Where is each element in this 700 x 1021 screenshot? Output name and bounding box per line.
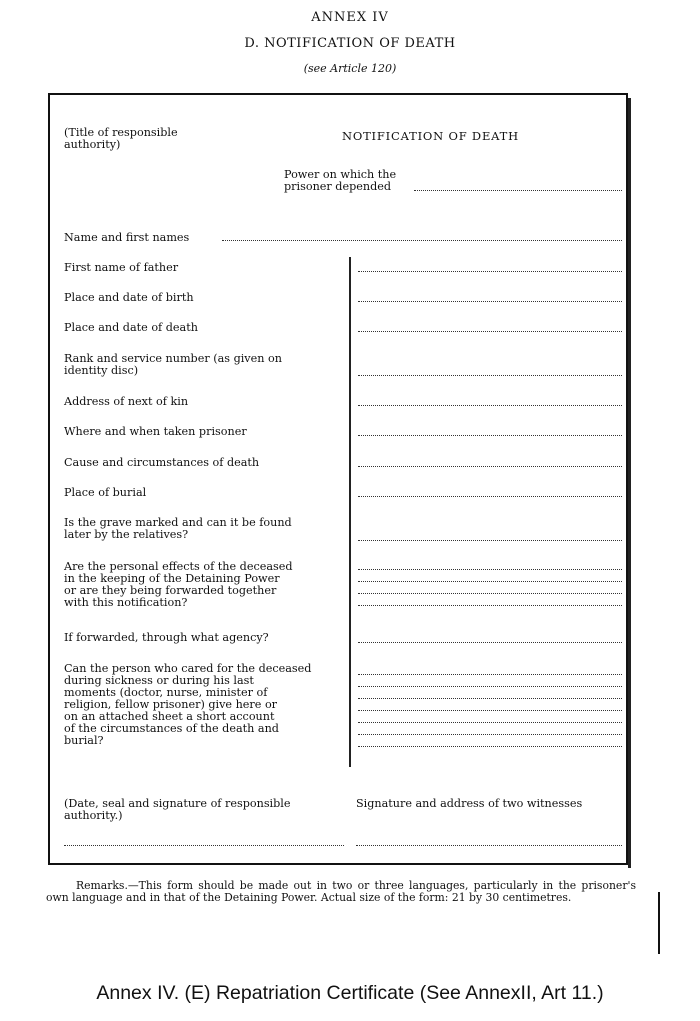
field-label-birth: Place and date of birth bbox=[64, 291, 194, 304]
document-title: D. NOTIFICATION OF DEATH bbox=[244, 36, 456, 51]
annex-heading: ANNEX IV bbox=[311, 10, 389, 25]
remarks-text bbox=[46, 880, 636, 904]
field-label-death: Place and date of death bbox=[64, 321, 198, 334]
field-input-account-6[interactable] bbox=[358, 734, 622, 735]
name-label: Name and first names bbox=[64, 231, 190, 244]
field-label-agency: If forwarded, through what agency? bbox=[64, 631, 269, 644]
field-input-next-of-kin[interactable] bbox=[358, 405, 622, 406]
field-input-effects-1[interactable] bbox=[358, 569, 622, 570]
notification-form bbox=[48, 93, 628, 865]
field-label-next-of-kin: Address of next of kin bbox=[64, 395, 189, 408]
field-input-rank[interactable] bbox=[358, 375, 622, 376]
field-input-grave[interactable] bbox=[358, 540, 622, 541]
signature-authority-field[interactable] bbox=[64, 845, 344, 846]
field-input-account-4[interactable] bbox=[358, 710, 622, 711]
field-input-birth[interactable] bbox=[358, 301, 622, 302]
power-field[interactable] bbox=[414, 190, 622, 191]
field-input-account-7[interactable] bbox=[358, 746, 622, 747]
authority-title-label: (Title of responsible authority) bbox=[64, 126, 178, 151]
field-label-grave: Is the grave marked and can it be found later by the relatives? bbox=[64, 516, 292, 541]
field-label-father: First name of father bbox=[64, 261, 179, 274]
form-shadow bbox=[628, 98, 631, 868]
field-label-cause: Cause and circumstances of death bbox=[64, 456, 260, 469]
signature-authority-label: (Date, seal and signature of responsible authority.) bbox=[64, 797, 291, 822]
field-input-agency[interactable] bbox=[358, 642, 622, 643]
form-title: NOTIFICATION OF DEATH bbox=[342, 129, 519, 143]
field-input-burial[interactable] bbox=[358, 496, 622, 497]
field-input-account-3[interactable] bbox=[358, 698, 622, 699]
article-reference: (see Article 120) bbox=[303, 62, 397, 75]
field-label-effects: Are the personal effects of the deceased in the keeping of the Detaining Power or are they being forwarded together with this notification? bbox=[64, 560, 293, 609]
field-input-death[interactable] bbox=[358, 331, 622, 332]
field-label-taken-prisoner: Where and when taken prisoner bbox=[64, 425, 247, 438]
field-label-account: Can the person who cared for the deceased during sickness or during his last moments (doctor, nurse, minister of religion, fellow prisoner) give here or on an attached sheet a short account of the circumstances of the death and burial? bbox=[64, 662, 312, 747]
signature-witnesses-field[interactable] bbox=[356, 845, 622, 846]
column-divider bbox=[349, 257, 351, 767]
field-input-cause[interactable] bbox=[358, 466, 622, 467]
page-caption: Annex IV. (E) Repatriation Certificate (See AnnexII, Art 11.) bbox=[96, 982, 604, 1004]
remarks-body: Remarks.—This form should be made out in two or three languages, particularly in the prisoner's own language and in that of the Detaining Power. Actual size of the form: 21 by 30 centimetres. bbox=[46, 879, 636, 904]
field-label-rank: Rank and service number (as given on identity disc) bbox=[64, 352, 282, 377]
field-input-effects-3[interactable] bbox=[358, 593, 622, 594]
field-input-taken-prisoner[interactable] bbox=[358, 435, 622, 436]
field-input-account-5[interactable] bbox=[358, 722, 622, 723]
signature-witnesses-label: Signature and address of two witnesses bbox=[356, 797, 583, 810]
power-label: Power on which the prisoner depended bbox=[284, 168, 397, 193]
name-field[interactable] bbox=[222, 240, 622, 241]
field-input-effects-4[interactable] bbox=[358, 605, 622, 606]
field-input-effects-2[interactable] bbox=[358, 581, 622, 582]
field-input-account-1[interactable] bbox=[358, 674, 622, 675]
field-label-burial: Place of burial bbox=[64, 486, 147, 499]
field-input-father[interactable] bbox=[358, 271, 622, 272]
field-input-account-2[interactable] bbox=[358, 686, 622, 687]
margin-rule bbox=[658, 892, 660, 954]
